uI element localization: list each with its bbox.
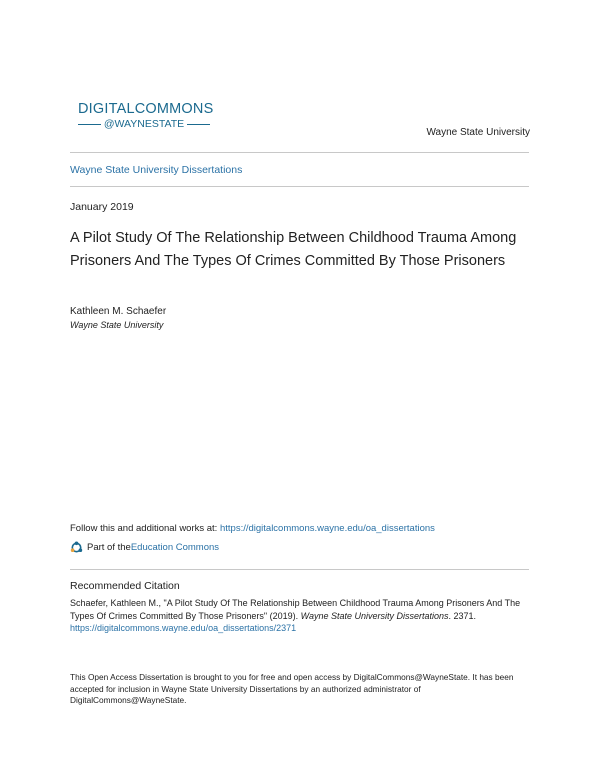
network-commons-icon <box>70 541 83 554</box>
publication-date: January 2019 <box>70 201 134 213</box>
follow-line <box>70 523 435 534</box>
author-name: Kathleen M. Schaefer <box>70 306 167 317</box>
education-commons-link[interactable]: Education Commons <box>130 542 220 553</box>
collection-link[interactable]: Wayne State University Dissertations <box>70 164 243 176</box>
document-title: A Pilot Study Of The Relationship Between Childhood Trauma Among Prisoners And The Types Of Crimes Committed By Those Prisoners <box>70 230 517 269</box>
citation-number: . 2371. <box>448 610 477 621</box>
citation-text <box>70 597 530 635</box>
recommended-citation-heading: Recommended Citation <box>70 580 180 592</box>
author-affiliation: Wayne State University <box>70 320 164 330</box>
divider-top <box>70 152 529 153</box>
partof-prefix: Part of the <box>87 542 131 553</box>
citation-url-link[interactable]: https://digitalcommons.wayne.edu/oa_dissertations/2371 <box>70 623 297 633</box>
citation-body: Schaefer, Kathleen M., "A Pilot Study Of The Relationship Between Childhood Trauma Among Prisoners And The Types Of Crimes Committed By Those Prisoners" (2019). <box>70 598 521 621</box>
divider-citation <box>70 569 529 570</box>
follow-prefix: Follow this and additional works at: <box>70 523 220 534</box>
logo-dash-left <box>78 124 101 125</box>
citation-series: Wayne State University Dissertations <box>300 610 449 621</box>
logo-waynestate <box>78 118 210 130</box>
logo-dash-right <box>187 124 210 125</box>
follow-url-link[interactable]: https://digitalcommons.wayne.edu/oa_dissertations <box>219 523 435 534</box>
part-of-line <box>70 541 219 554</box>
logo-waynestate-text: @WAYNESTATE <box>103 118 185 130</box>
institution-name: Wayne State University <box>426 127 530 138</box>
divider-collection <box>70 186 529 187</box>
logo-digitalcommons[interactable]: DIGITALCOMMONS <box>78 101 214 117</box>
open-access-notice: This Open Access Dissertation is brought to you for free and open access by DigitalCommons@WayneState. It has been accepted for inclusion in Wayne State University Dissertations by an authorized administrator of DigitalCommons@WayneState. <box>70 672 514 705</box>
